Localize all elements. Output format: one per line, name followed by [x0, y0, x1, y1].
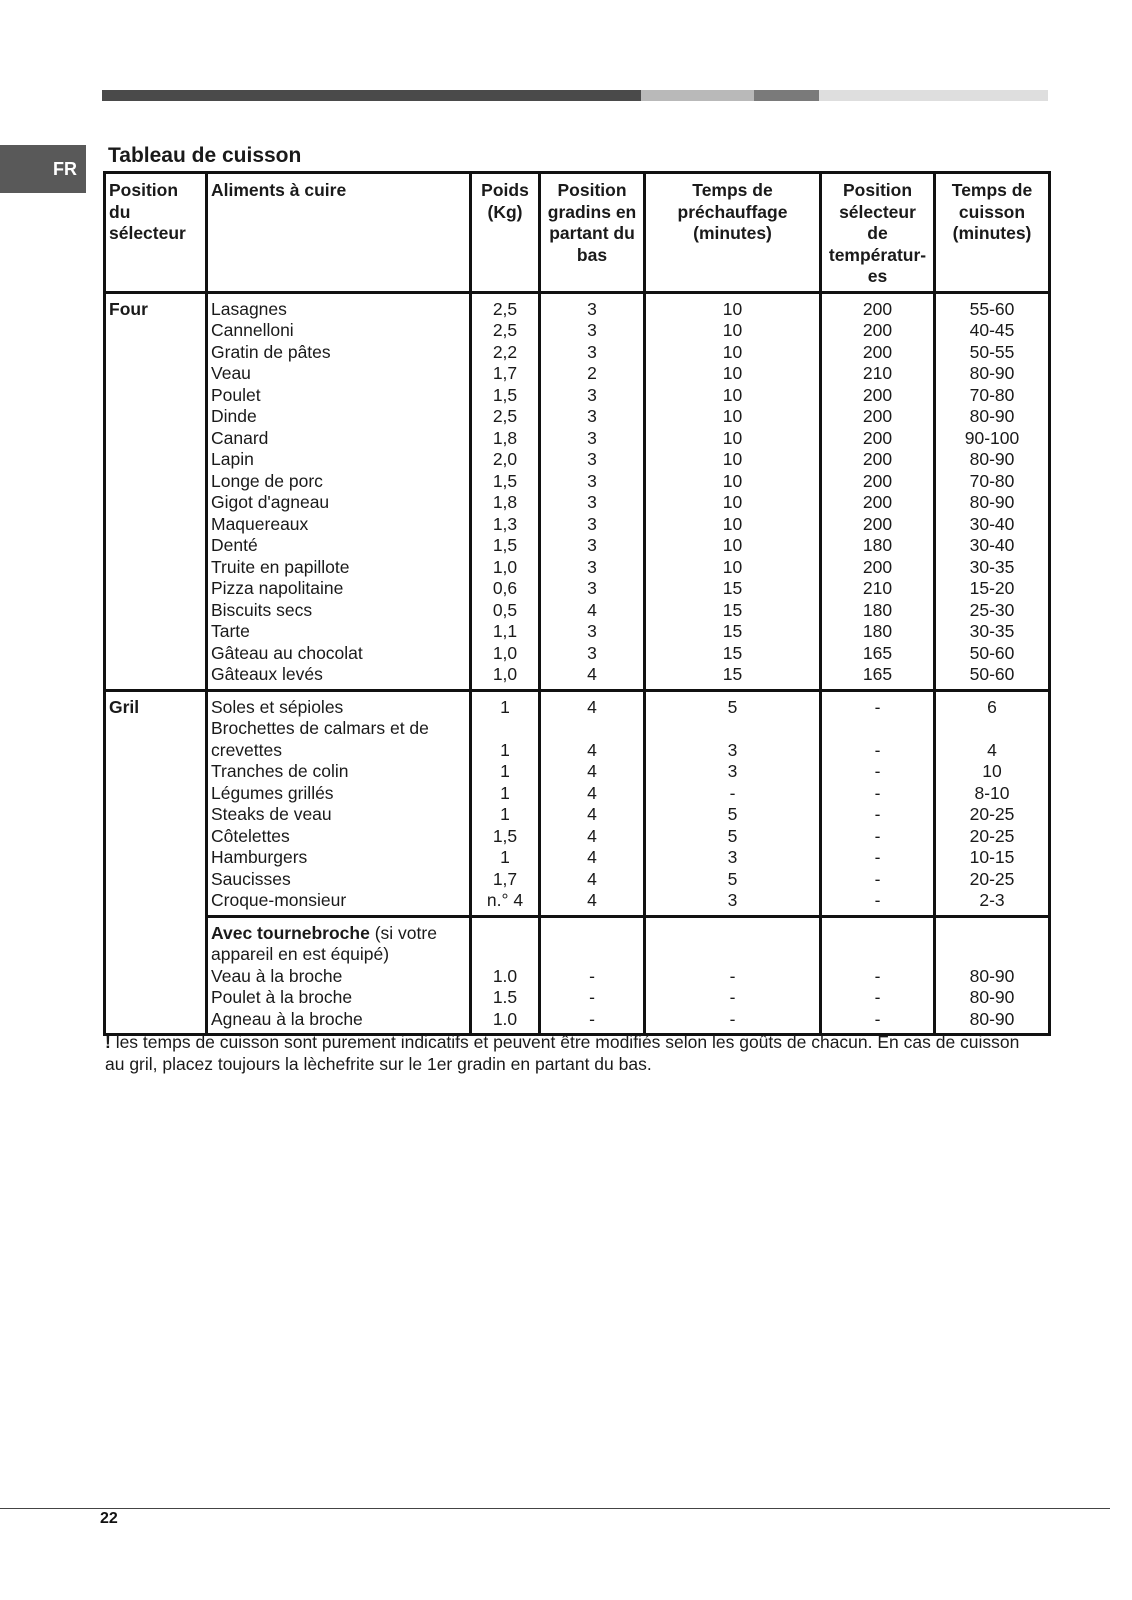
food-name: Lapin [211, 449, 254, 469]
food-name: Longe de porc [211, 470, 323, 491]
weight-value: 1.5 [492, 987, 518, 1007]
food-name: Côtelettes [211, 825, 290, 846]
food-name: Veau à la broche [211, 965, 343, 986]
temperature-cell [821, 292, 935, 690]
shelf-value: 3 [587, 298, 597, 319]
cook-time-value: 30-40 [969, 535, 1015, 555]
temperature-value: 165 [862, 664, 893, 684]
weight-cell [471, 690, 540, 916]
food-cell [207, 292, 471, 690]
preheat-value: 15 [722, 599, 743, 620]
cook-time-cell [935, 916, 1050, 1035]
shelf-value: 4 [587, 847, 597, 867]
preheat-value: 3 [727, 739, 738, 760]
header-line: sélecteur [109, 223, 186, 243]
temperature-value: 180 [862, 599, 893, 620]
temperature-value: 200 [862, 298, 893, 319]
preheat-value: 10 [722, 406, 743, 426]
header-line: préchauffage [677, 201, 788, 222]
header-line: partant du [549, 223, 635, 243]
blank-line [475, 717, 535, 739]
note-text: les temps de cuisson sont purement indicatifs et peuvent être modifiés selon les goûts de chacun. En cas de cuisson au gril, placez toujours la lèchefrite sur le 1er gradin en partant du bas. [105, 1032, 1020, 1074]
shelf-value: 3 [587, 492, 597, 512]
temperature-value: - [874, 804, 881, 824]
weight-value: 1 [500, 761, 510, 781]
col-selector-position-header [105, 173, 207, 293]
cook-time-value: 40-45 [969, 320, 1015, 340]
food-name: Dinde [211, 406, 257, 426]
cook-time-value: 10-15 [969, 847, 1015, 867]
top-bar-segment-mid [754, 90, 819, 101]
temperature-value: 200 [862, 384, 893, 405]
cook-time-value: 8-10 [974, 782, 1010, 803]
cook-time-value: 10 [982, 761, 1002, 781]
temperature-value: 200 [862, 513, 893, 534]
blank-line [649, 943, 816, 965]
header-line: températur- [828, 244, 927, 265]
cook-time-value: 55-60 [969, 298, 1015, 319]
cook-time-value: 50-55 [969, 341, 1015, 362]
cook-time-value: 4 [987, 739, 997, 760]
food-name: Gigot d'agneau [211, 492, 330, 512]
temperature-value: 200 [862, 449, 893, 469]
rotisserie-intro [211, 922, 466, 944]
blank-line [939, 717, 1045, 739]
col-temperature-header [821, 173, 935, 293]
preheat-value: 10 [722, 470, 743, 491]
cooking-table [103, 171, 1051, 1036]
weight-value: 1,3 [492, 513, 518, 534]
food-name: Biscuits secs [211, 599, 313, 620]
table-header-row [105, 173, 1050, 293]
food-name: Cannelloni [211, 320, 294, 340]
weight-value: 1,1 [492, 621, 518, 641]
cook-time-cell [935, 292, 1050, 690]
food-name: Gâteau au chocolat [211, 642, 363, 663]
shelf-value: - [589, 987, 595, 1007]
weight-value: 1,5 [492, 825, 518, 846]
preheat-value: 10 [722, 556, 743, 577]
cook-time-cell [935, 690, 1050, 916]
weight-value: 0,6 [492, 578, 518, 598]
weight-value: 1,0 [492, 664, 518, 684]
temperature-value: 210 [862, 363, 893, 383]
shelf-value: 3 [587, 406, 597, 426]
temperature-value: - [874, 868, 881, 889]
temperature-value: - [874, 965, 881, 986]
footnote [105, 1031, 1035, 1075]
header-line: Poids [481, 180, 529, 200]
shelf-value: - [589, 965, 595, 986]
header-line: cuisson [958, 201, 1026, 222]
temperature-cell [821, 916, 935, 1035]
preheat-cell [645, 916, 821, 1035]
blank-line [544, 717, 640, 739]
weight-value: 2,5 [492, 320, 518, 340]
shelf-value: 4 [587, 599, 597, 620]
temperature-value: - [874, 739, 881, 760]
preheat-value: 5 [727, 868, 738, 889]
top-color-bar [102, 90, 1048, 101]
preheat-value: 3 [727, 890, 738, 910]
food-name: Saucisses [211, 868, 291, 889]
shelf-value: 3 [587, 621, 597, 641]
weight-value: 2,2 [492, 341, 518, 362]
shelf-value: 4 [587, 664, 597, 684]
food-name: Denté [211, 535, 258, 555]
shelf-value: 4 [587, 739, 597, 760]
mode-cell [105, 292, 207, 690]
blank-line [939, 922, 1045, 944]
preheat-value: 10 [722, 298, 743, 319]
cook-time-value: 70-80 [969, 470, 1015, 491]
food-name: Steaks de veau [211, 804, 332, 824]
header-line: Aliments à cuire [211, 180, 347, 200]
col-cook-time-header [935, 173, 1050, 293]
temperature-value: 200 [862, 427, 893, 448]
preheat-value: - [729, 965, 736, 986]
preheat-value: 10 [722, 535, 743, 555]
temperature-value: 200 [862, 341, 893, 362]
blank-line [825, 943, 930, 965]
cook-time-value: 30-35 [969, 621, 1015, 641]
weight-value: 1,8 [492, 427, 518, 448]
table-group [105, 916, 1050, 1035]
shelf-value: 3 [587, 320, 597, 340]
food-name: Agneau à la broche [211, 1008, 363, 1029]
table-row [105, 916, 1050, 1035]
col-weight-header [471, 173, 540, 293]
temperature-value: - [874, 890, 881, 910]
weight-value: 1,5 [492, 470, 518, 491]
weight-value: 1 [500, 696, 510, 717]
weight-value: 1 [500, 804, 510, 824]
col-shelf-position-header [540, 173, 645, 293]
food-name: Gâteaux levés [211, 664, 323, 684]
food-name: Maquereaux [211, 513, 309, 534]
preheat-value: 10 [722, 341, 743, 362]
preheat-value: 10 [722, 384, 743, 405]
header-line: (minutes) [952, 223, 1032, 243]
weight-value: 1,5 [492, 384, 518, 405]
mode-cell [105, 916, 207, 1035]
shelf-value: 3 [587, 427, 597, 448]
shelf-value: - [589, 1008, 595, 1029]
weight-value: 1.0 [492, 965, 518, 986]
weight-value: 1,0 [492, 642, 518, 663]
blank-line [649, 922, 816, 944]
cook-time-value: 80-90 [969, 492, 1015, 512]
cook-time-value: 20-25 [969, 868, 1015, 889]
temperature-value: 165 [862, 642, 893, 663]
header-line: du [109, 201, 131, 222]
weight-value: 1,0 [492, 556, 518, 577]
rotisserie-intro-rest: (si votre [369, 922, 437, 943]
temperature-value: - [874, 696, 881, 717]
preheat-value: 15 [722, 664, 743, 684]
header-line: Position [109, 180, 179, 200]
shelf-value: 4 [587, 696, 597, 717]
temperature-value: - [874, 782, 881, 803]
shelf-value: 3 [587, 556, 597, 577]
food-name: Brochettes de calmars et de [211, 718, 429, 738]
table-row [105, 292, 1050, 690]
food-name: Soles et sépioles [211, 696, 344, 717]
preheat-value: 5 [727, 825, 738, 846]
temperature-value: 200 [862, 406, 893, 426]
cook-time-value: 30-35 [969, 556, 1015, 577]
note-mark: ! [105, 1032, 111, 1052]
preheat-value: - [729, 782, 736, 803]
cook-time-value: 80-90 [969, 449, 1015, 469]
food-name: Tarte [211, 621, 250, 641]
food-name: Hamburgers [211, 847, 308, 867]
food-name: Truite en papillote [211, 556, 350, 577]
col-preheat-time-header [645, 173, 821, 293]
cook-time-value: 50-60 [969, 642, 1015, 663]
mode-label: Four [109, 298, 148, 319]
preheat-cell [645, 292, 821, 690]
preheat-cell [645, 690, 821, 916]
language-tab: FR [0, 145, 86, 193]
temperature-value: - [874, 847, 881, 867]
header-line: es [867, 266, 888, 286]
shelf-value: 4 [587, 868, 597, 889]
blank-line [825, 922, 930, 944]
header-line: bas [576, 244, 608, 265]
header-line: sélecteur [839, 201, 916, 222]
blank-line [825, 717, 930, 739]
temperature-value: 180 [862, 535, 893, 555]
cook-time-value: 20-25 [969, 804, 1015, 824]
blank-line [475, 943, 535, 965]
blank-line [475, 922, 535, 944]
food-name: Croque-monsieur [211, 890, 347, 910]
top-bar-segment-light [641, 90, 754, 101]
table-group [105, 690, 1050, 916]
cook-time-value: 25-30 [969, 599, 1015, 620]
cook-time-value: 30-40 [969, 513, 1015, 534]
shelf-value: 3 [587, 470, 597, 491]
top-bar-segment-dark [102, 90, 641, 101]
temperature-value: 200 [862, 556, 893, 577]
cook-time-value: 80-90 [969, 363, 1015, 383]
mode-label: Gril [109, 696, 140, 717]
preheat-value: 10 [722, 449, 743, 469]
cook-time-value: 70-80 [969, 384, 1015, 405]
temperature-value: 200 [862, 470, 893, 491]
shelf-value: 3 [587, 535, 597, 555]
rotisserie-intro-bold: Avec tournebroche [211, 922, 370, 943]
food-name: Poulet [211, 384, 261, 405]
shelf-value: 4 [587, 825, 597, 846]
mode-cell [105, 690, 207, 916]
weight-cell [471, 916, 540, 1035]
table-row [105, 690, 1050, 916]
table-title: Tableau de cuisson [108, 144, 302, 167]
shelf-cell [540, 690, 645, 916]
cook-time-value: 50-60 [969, 664, 1015, 684]
temperature-value: 200 [862, 492, 893, 512]
blank-line [649, 717, 816, 739]
temperature-value: - [874, 987, 881, 1007]
weight-value: 0,5 [492, 599, 518, 620]
shelf-value: 4 [587, 890, 597, 910]
preheat-value: - [729, 987, 736, 1007]
weight-value: 1,8 [492, 492, 518, 512]
temperature-cell [821, 690, 935, 916]
preheat-value: 5 [727, 696, 738, 717]
cook-time-value: 80-90 [969, 1008, 1015, 1029]
header-line: Temps de [951, 180, 1033, 200]
shelf-value: 3 [587, 341, 597, 362]
col-food-header [207, 173, 471, 293]
temperature-value: - [874, 761, 881, 781]
preheat-value: - [729, 1008, 736, 1029]
preheat-value: 3 [727, 847, 738, 867]
shelf-value: 3 [587, 449, 597, 469]
shelf-value: 4 [587, 782, 597, 803]
food-name: crevettes [211, 739, 282, 760]
weight-value: 1,7 [492, 868, 518, 889]
header-line: Position [557, 180, 627, 200]
blank-line [939, 943, 1045, 965]
weight-value: n.° 4 [486, 890, 524, 910]
shelf-value: 2 [587, 363, 597, 383]
blank-line [544, 943, 640, 965]
temperature-value: 180 [862, 621, 893, 641]
shelf-value: 3 [587, 384, 597, 405]
preheat-value: 5 [727, 804, 738, 824]
food-name: Veau [211, 363, 251, 383]
weight-value: 1,5 [492, 535, 518, 555]
weight-value: 1,7 [492, 363, 518, 383]
weight-value: 2,5 [492, 298, 518, 319]
header-line: Temps de [692, 180, 773, 200]
page-number: 22 [100, 1510, 118, 1527]
preheat-value: 15 [722, 621, 743, 641]
header-line: de [867, 223, 888, 243]
food-name: Tranches de colin [211, 761, 349, 781]
temperature-value: 210 [862, 578, 893, 598]
cook-time-value: 2-3 [979, 890, 1005, 910]
table-group [105, 292, 1050, 690]
food-name: Canard [211, 427, 269, 448]
food-cell [207, 690, 471, 916]
preheat-value: 10 [722, 513, 743, 534]
weight-value: 1 [500, 782, 510, 803]
footer-rule [0, 1508, 1110, 1509]
cook-time-value: 80-90 [969, 987, 1015, 1007]
top-bar-segment-pale [819, 90, 1048, 101]
preheat-value: 10 [722, 427, 743, 448]
shelf-value: 4 [587, 761, 597, 781]
shelf-value: 3 [587, 513, 597, 534]
temperature-value: - [874, 825, 881, 846]
preheat-value: 10 [722, 363, 743, 383]
shelf-value: 4 [587, 804, 597, 824]
food-name: Poulet à la broche [211, 987, 353, 1007]
header-line: Position [842, 180, 913, 200]
weight-value: 1 [500, 739, 510, 760]
food-name: Gratin de pâtes [211, 341, 331, 362]
header-line: gradins en [547, 201, 637, 222]
cook-time-value: 20-25 [969, 825, 1015, 846]
weight-cell [471, 292, 540, 690]
weight-value: 1.0 [492, 1008, 518, 1029]
preheat-value: 10 [722, 492, 743, 512]
shelf-value: 3 [587, 642, 597, 663]
weight-value: 1 [500, 847, 510, 867]
cook-time-value: 90-100 [964, 427, 1020, 448]
weight-value: 2,5 [492, 406, 518, 426]
rotisserie-intro-line2: appareil en est équipé) [211, 944, 390, 964]
cook-time-value: 80-90 [969, 406, 1015, 426]
food-cell [207, 916, 471, 1035]
preheat-value: 10 [722, 320, 743, 340]
header-line: (minutes) [693, 223, 772, 243]
shelf-value: 3 [587, 578, 597, 598]
cook-time-value: 15-20 [969, 578, 1015, 598]
shelf-cell [540, 916, 645, 1035]
blank-line [544, 922, 640, 944]
food-name: Légumes grillés [211, 782, 334, 803]
temperature-value: 200 [862, 320, 893, 340]
food-name: Lasagnes [211, 298, 287, 319]
cook-time-value: 80-90 [969, 965, 1015, 986]
preheat-value: 3 [727, 761, 738, 781]
weight-value: 2,0 [492, 449, 518, 469]
temperature-value: - [874, 1008, 881, 1029]
header-line: (Kg) [487, 201, 523, 222]
cook-time-value: 6 [987, 696, 997, 717]
food-name: Pizza napolitaine [211, 578, 344, 598]
preheat-value: 15 [722, 642, 743, 663]
preheat-value: 15 [722, 578, 743, 598]
shelf-cell [540, 292, 645, 690]
